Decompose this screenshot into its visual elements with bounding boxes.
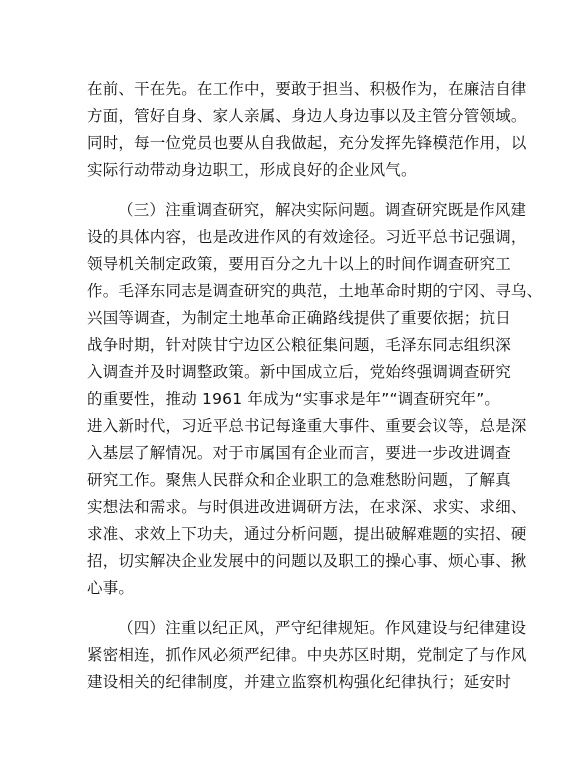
paragraph-spacer: [87, 184, 507, 197]
text-line: 实际行动带动身边职工，形成良好的企业风气。: [87, 161, 417, 179]
paragraph-heading-line: （四）注重以纪正风，严守纪律规矩。作风建设与纪律建设: [118, 619, 527, 637]
text-line: 建设相关的纪律制度，并建立监察机构强化纪律执行；延安时: [87, 673, 511, 691]
paragraph-heading-line: （三）注重调查研究，解决实际问题。调查研究既是作风建: [118, 201, 527, 219]
paragraph-2: [87, 197, 543, 602]
text-line: 心事。: [87, 579, 135, 597]
text-line: 领导机关制定政策，要用百分之九十以上的时间作调查研究工: [87, 255, 511, 273]
text-line: 入调查并及时调整政策。新中国成立后，党始终强调调查研究: [87, 363, 511, 381]
paragraph-1: [87, 76, 527, 184]
document-body: [87, 76, 543, 696]
text-line: 求准、求效上下功夫，通过分析问题，提出破解难题的实招、硬: [87, 525, 527, 543]
paragraph-spacer: [87, 602, 507, 615]
text-line: 设的具体内容，也是改进作风的有效途径。习近平总书记强调，: [87, 228, 527, 246]
text-line: 兴国等调查，为制定土地革命正确路线提供了重要依据；抗日: [87, 309, 511, 327]
paragraph-3: [87, 615, 527, 696]
text-line: 进入新时代，习近平总书记每逢重大事件、重要会议等，总是深: [87, 417, 527, 435]
text-line: 实想法和需求。与时俱进改进调研方法，在求深、求实、求细、: [87, 498, 527, 516]
text-line: 招，切实解决企业发展中的问题以及职工的操心事、烦心事、揪: [87, 552, 527, 570]
text-line: 同时，每一位党员也要从自我做起，充分发挥先锋模范作用，以: [87, 134, 527, 152]
text-line: 方面，管好自身、家人亲属、身边人身边事以及主管分管领域。: [87, 107, 527, 125]
text-line: 战争时期，针对陕甘宁边区公粮征集问题，毛泽东同志组织深: [87, 336, 511, 354]
text-line: 入基层了解情况。对于市属国有企业而言，要进一步改进调查: [87, 444, 511, 462]
text-line: 的重要性，推动 1961 年成为“实事求是年”“调查研究年”。: [87, 390, 501, 408]
text-line: 研究工作。聚焦人民群众和企业职工的急难愁盼问题，了解真: [87, 471, 511, 489]
text-line: 在前、干在先。在工作中，要敢于担当、积极作为，在廉洁自律: [87, 80, 527, 98]
text-line: 紧密相连，抓作风必须严纪律。中央苏区时期，党制定了与作风: [87, 646, 527, 664]
text-line: 作。毛泽东同志是调查研究的典范，土地革命时期的宁冈、寻乌、: [87, 282, 543, 300]
